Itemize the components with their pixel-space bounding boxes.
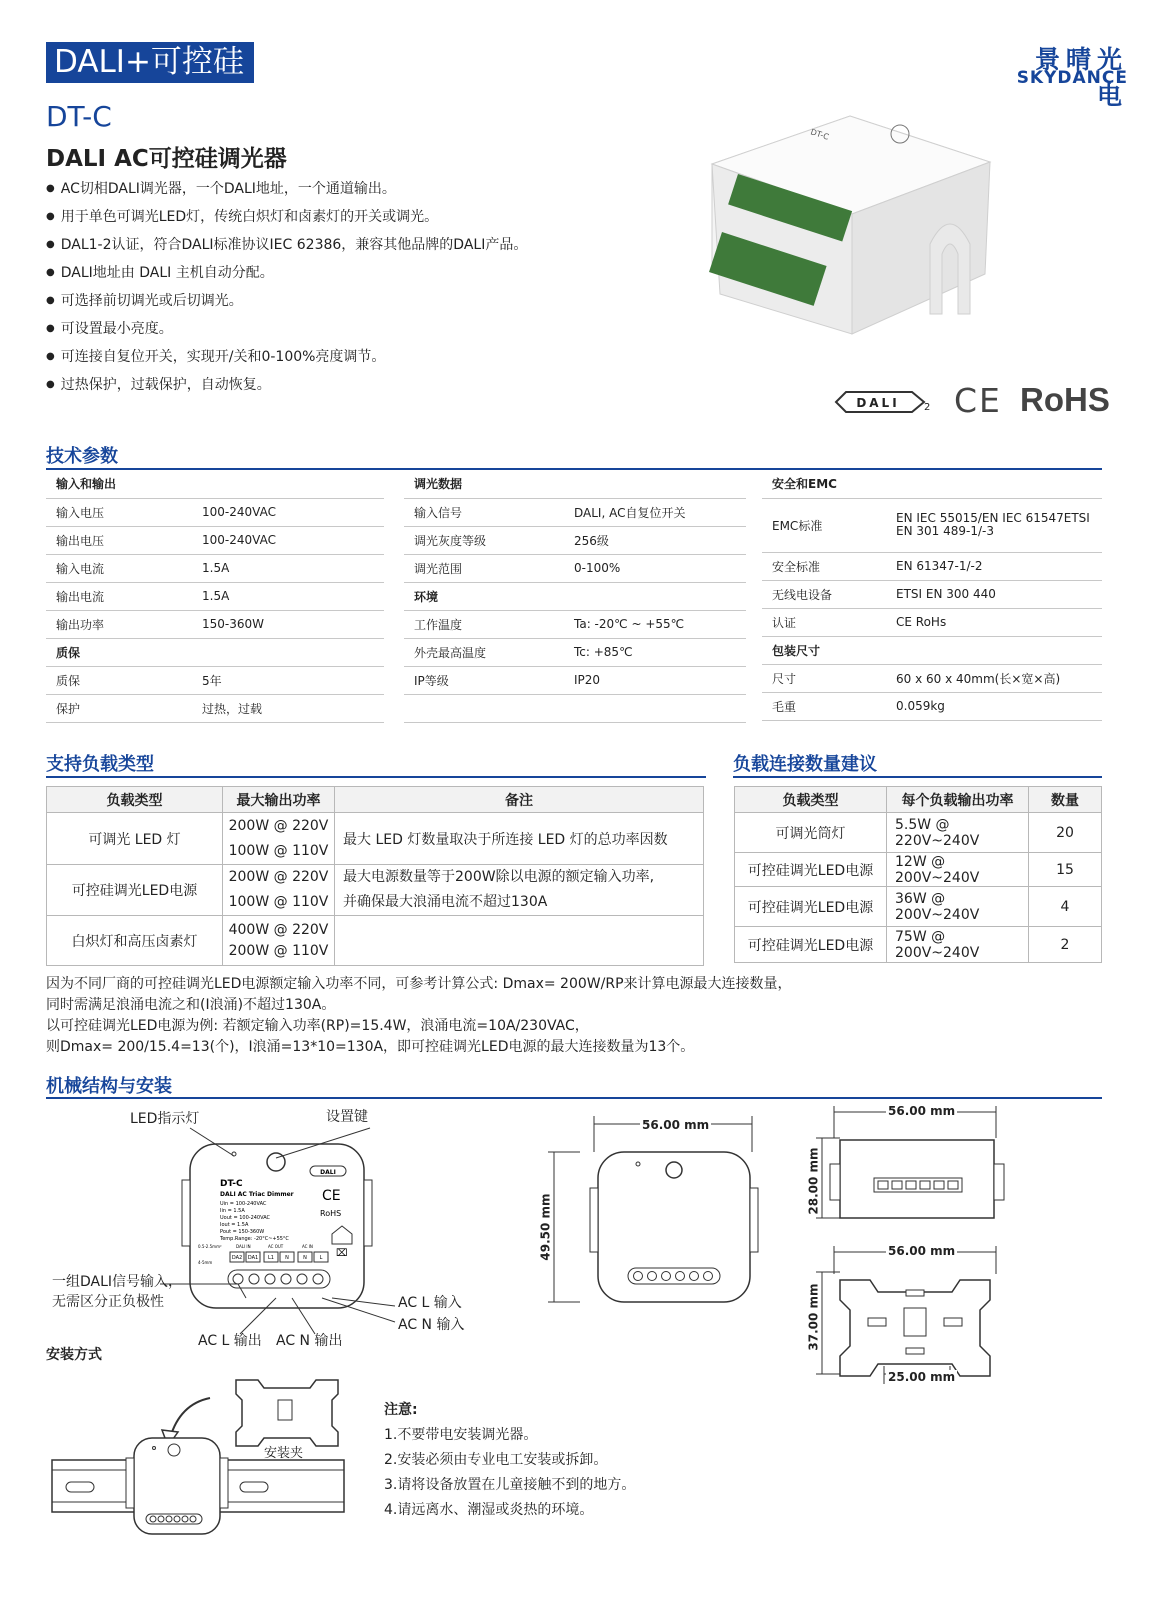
spec-value: 0-100% [564,554,746,582]
brand-name-en: SKYDANCE [1016,68,1128,88]
terminal-label: DA2 [231,1255,243,1261]
spec-label: 调光灰度等级 [404,526,564,554]
spec-group-heading: 调光数据 [404,470,746,498]
spec-group-heading: 安全和EMC [762,470,1102,498]
device-wire-spec: 0.5-2.5mm² [198,1244,222,1249]
device-model: DT-C [220,1179,243,1189]
spec-value: ETSI EN 300 440 [886,580,1102,608]
feature-item: ● 可连接自复位开关，实现开/关和0-100%亮度调节。 [46,348,527,376]
qty-count: 20 [1029,813,1102,853]
spec-value: EN 61347-1/-2 [886,552,1102,580]
spec-label: 输出电流 [46,582,192,610]
dali-logo-text: DALI [856,396,900,410]
spec-section-title: 技术参数 [46,446,118,467]
device-name: DALI AC Triac Dimmer [220,1191,294,1198]
qty-power: 36W @ 200V~240V [887,887,1029,927]
qty-col-header: 数量 [1029,787,1102,813]
spec-label: 尺寸 [762,664,886,692]
model-number: DT-C [46,100,112,133]
dali-input-line: 无需区分正负极性 [52,1294,164,1310]
qty-power: 12W @ 200V~240V [887,853,1029,887]
feature-item: ● 可选择前切调光或后切调光。 [46,292,527,320]
spec-value: 60 x 60 x 40mm(长×宽×高) [886,664,1102,692]
device-spec-line: Pout = 150-360W [220,1229,265,1235]
qty-count: 2 [1029,927,1102,963]
qty-col-header: 每个负载输出功率 [887,787,1029,813]
spec-label: 输出功率 [46,610,192,638]
mech-section-title: 机械结构与安装 [46,1076,172,1097]
load-power: 400W @ 220V [228,921,329,938]
load-note: 最大 LED 灯数量取决于所连接 LED 灯的总功率因数 [335,813,704,865]
load-power: 200W @ 220V [228,869,329,885]
spec-table-io [46,470,384,723]
note-line: 同时需满足浪涌电流之和(I浪涌)不超过130A。 [46,997,336,1013]
device-spec-line: Iout = 1.5A [220,1222,249,1228]
terminal-label: DA1 [247,1255,259,1261]
spec-label: 无线电设备 [762,580,886,608]
load-qty-table [734,786,1102,963]
load-power: 200W @ 220V [228,817,329,834]
feature-list [46,180,527,404]
spec-label: 认证 [762,608,886,636]
spec-label: IP等级 [404,666,564,694]
spec-value: 5年 [192,666,384,694]
device-spec-line: Temp.Range: -20°C~+55°C [220,1236,289,1242]
caution-item: 1.不要带电安装调光器。 [384,1427,538,1443]
qty-load-type: 可控硅调光LED电源 [735,853,887,887]
device-spec-line: Uin = 100-240VAC [220,1201,267,1207]
product-title: DALI AC可控硅调光器 [46,146,287,172]
qty-col-header: 负载类型 [735,787,887,813]
load-note [335,916,704,966]
ac-l-output-label: AC L 输出 [198,1333,262,1349]
note-line: 因为不同厂商的可控硅调光LED电源额定输入功率不同，可参考计算公式: Dmax= 200W/RP来计算电源最大连接数量， [46,976,792,992]
qty-count: 15 [1029,853,1102,887]
load-section-title: 支持负载类型 [46,754,154,775]
install-method-label: 安装方式 [46,1347,102,1363]
qty-load-type: 可控硅调光LED电源 [735,927,887,963]
dim-clip-width: 56.00 mm [888,1244,956,1258]
spec-value: EN 301 489-1/-3 [896,524,994,538]
spec-value: 1.5A [192,554,384,582]
device-ac-out-label: AC OUT [268,1244,284,1249]
terminal-label: L [319,1255,323,1261]
mounting-clip-label: 安装夹 [264,1446,304,1461]
terminal-label: L1 [268,1255,274,1261]
load-type-cell: 可控硅调光LED电源 [47,865,223,916]
spec-label: 输入电流 [46,554,192,582]
spec-value: 100-240VAC [192,498,384,526]
feature-item: ● AC切相DALI调光器，一个DALI地址，一个通道输出。 [46,180,527,208]
load-note: 最大电源数量等于200W除以电源的额定输入功率, [343,869,655,885]
load-col-header: 最大输出功率 [223,787,335,813]
terminal-label: N [285,1255,289,1261]
spec-value: EN IEC 55015/EN IEC 61547ETSI [896,511,1090,525]
qty-load-type: 可控硅调光LED电源 [735,887,887,927]
spec-value: 0.059kg [886,692,1102,720]
load-col-header: 备注 [335,787,704,813]
qty-count: 4 [1029,887,1102,927]
brand-name-cn: 景晴光电 [1034,45,1128,110]
caution-item: 2.安装必须由专业电工安装或拆卸。 [384,1452,608,1468]
dim-clip-slot: 25.00 mm [888,1370,956,1384]
qty-rule [733,776,1102,778]
product-photo-label: DT-C [809,127,831,142]
spec-label: 输入电压 [46,498,192,526]
spec-label: 质保 [46,666,192,694]
load-type-cell: 白炽灯和高压卤素灯 [47,916,223,966]
spec-label: 外壳最高温度 [404,638,564,666]
spec-label: 输入信号 [404,498,564,526]
spec-value: Ta: -20℃ ~ +55℃ [564,610,746,638]
feature-item: ● DAL1-2认证，符合DALI标准协议IEC 62386，兼容其他品牌的DALI产品。 [46,236,527,264]
spec-label: 调光范围 [404,554,564,582]
installation-diagram [50,1366,350,1542]
spec-group-heading: 环境 [404,582,746,610]
spec-table-dimming [404,470,746,723]
qty-power: 5.5W @ 220V~240V [887,813,1029,853]
caution-item: 4.请远离水、潮湿或炎热的环境。 [384,1502,594,1518]
dali-input-line: 一组DALI信号输入， [52,1274,183,1290]
load-type-table [46,786,704,966]
dali-logo [832,388,932,416]
device-rohs: RoHS [320,1209,342,1218]
ac-n-output-label: AC N 输出 [276,1333,343,1349]
calculation-notes [46,974,792,1058]
ac-n-input-label: AC N 输入 [398,1317,465,1333]
spec-group-heading: 质保 [46,638,384,666]
ac-l-input-label: AC L 输入 [398,1295,462,1311]
dim-side-width: 56.00 mm [888,1104,956,1118]
led-indicator-label: LED指示灯 [130,1111,200,1127]
spec-label: 毛重 [762,692,886,720]
spec-label: 保护 [46,694,192,722]
device-dali-in-label: DALI IN [236,1244,251,1249]
spec-label: 安全标准 [762,552,886,580]
spec-value: 100-240VAC [192,526,384,554]
terminal-label: N [303,1255,307,1261]
spec-group-heading: 包装尺寸 [762,636,1102,664]
device-ce: CE [322,1188,341,1204]
note-line: 以可控硅调光LED电源为例: 若额定输入功率(RP)=15.4W，浪涌电流=10A/230VAC， [46,1018,589,1034]
device-spec-line: Uout = 100-240VAC [220,1215,271,1221]
ce-mark: CE [954,381,1002,420]
setting-key-label: 设置键 [326,1109,368,1125]
device-ac-in-label: AC IN [302,1244,313,1249]
front-dimension-drawing [540,1112,770,1312]
caution-box [384,1398,635,1523]
spec-label: 输出电压 [46,526,192,554]
category-tag: DALI+可控硅 [46,42,254,83]
load-type-cell: 可调光 LED 灯 [47,813,223,865]
load-power: 100W @ 110V [228,842,329,859]
caution-title: 注意: [384,1402,418,1418]
dali-logo-version: 2 [924,402,931,413]
qty-section-title: 负载连接数量建议 [733,754,877,775]
dim-front-width: 56.00 mm [642,1118,710,1132]
load-power: 200W @ 110V [228,942,329,959]
spec-value: 256级 [564,526,746,554]
device-dali-badge: DALI [320,1169,336,1176]
spec-value: 1.5A [192,582,384,610]
spec-value: CE RoHs [886,608,1102,636]
spec-label: 工作温度 [404,610,564,638]
dim-front-height: 49.50 mm [538,1193,553,1261]
feature-item: ● 过热保护，过载保护，自动恢复。 [46,376,527,404]
spec-empty-row [404,694,746,722]
spec-group-heading: 输入和输出 [46,470,384,498]
spec-value: Tc: +85℃ [564,638,746,666]
spec-value: IP20 [564,666,746,694]
device-spec-line: Iin = 1.5A [220,1208,245,1214]
note-line: 则Dmax= 200/15.4=13(个)，I浪涌=13*10=130A，即可控硅调光LED电源的最大连接数量为13个。 [46,1039,695,1055]
spec-label: EMC标准 [762,498,886,552]
spec-value: DALI, AC自复位开关 [564,498,746,526]
feature-item: ● 可设置最小亮度。 [46,320,527,348]
load-col-header: 负载类型 [47,787,223,813]
rohs-mark: RoHS [1020,381,1110,418]
mech-rule [46,1097,1102,1099]
spec-value: 过热，过载 [192,694,384,722]
spec-value: 150-360W [192,610,384,638]
qty-load-type: 可调光筒灯 [735,813,887,853]
dim-side-height: 28.00 mm [806,1147,821,1215]
load-note: 并确保最大浪涌电流不超过130A [343,894,548,910]
load-power: 100W @ 110V [228,894,329,910]
load-rule [46,776,706,778]
spec-table-safety [762,470,1102,721]
dali-input-label [52,1272,182,1312]
svg-text:⌧: ⌧ [336,1248,348,1259]
device-strip-length: 4-5mm [198,1260,213,1265]
feature-item: ● 用于单色可调光LED灯，传统白炽灯和卤素灯的开关或调光。 [46,208,527,236]
product-photo [700,104,1000,344]
feature-item: ● DALI地址由 DALI 主机自动分配。 [46,264,527,292]
dim-clip-height: 37.00 mm [806,1283,821,1351]
caution-item: 3.请将设备放置在儿童接触不到的地方。 [384,1477,636,1493]
qty-power: 75W @ 200V~240V [887,927,1029,963]
